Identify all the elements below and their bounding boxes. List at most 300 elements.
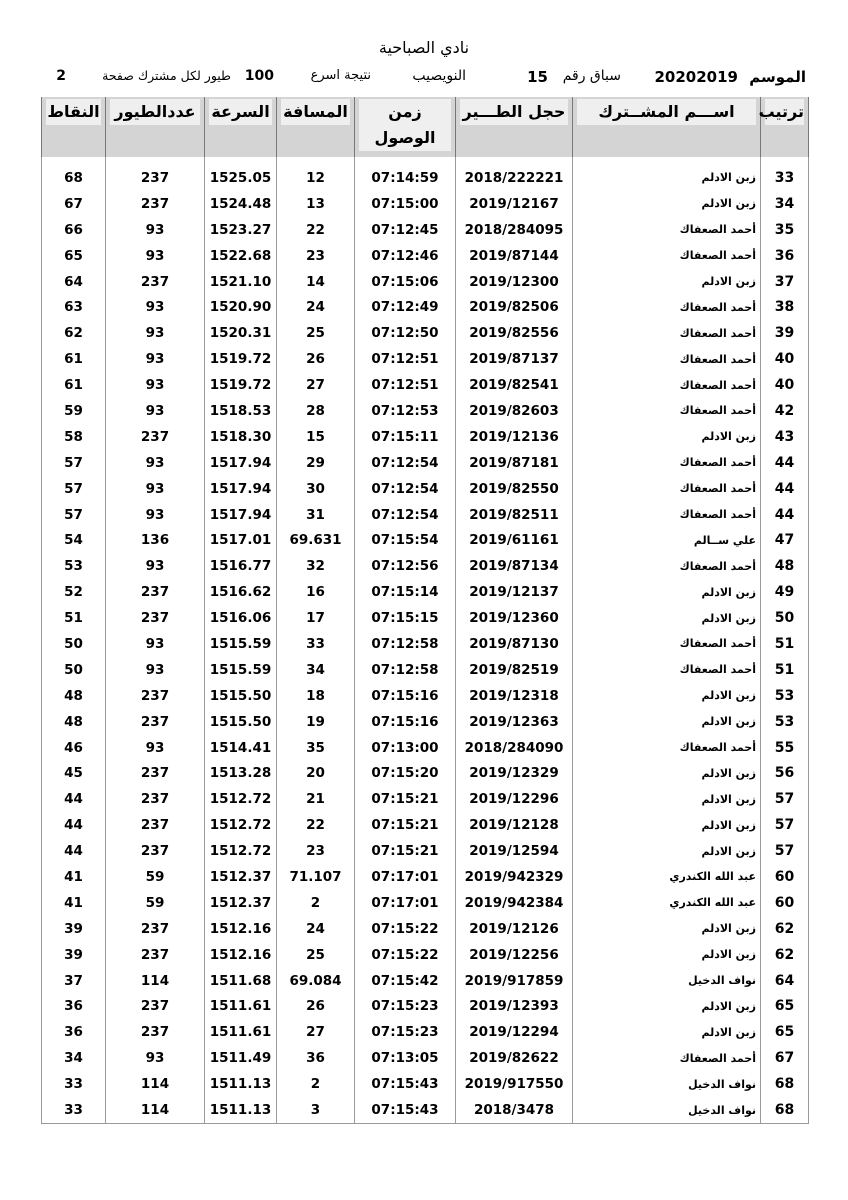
cell-points: 44 [42, 786, 106, 812]
col-header-arrival: زمن الوصول [355, 97, 456, 157]
table-row [42, 1019, 809, 1045]
cell-points: 59 [42, 398, 106, 424]
header-spacer [42, 157, 809, 165]
cell-ring: 2019/61161 [456, 527, 573, 553]
cell-arrival: 07:15:15 [355, 605, 456, 631]
cell-distance: 23 [277, 243, 355, 269]
cell-rank: 68 [761, 1071, 809, 1097]
results-table-wrap [41, 97, 808, 1124]
cell-name: أحمد الصعفاك [573, 476, 761, 502]
cell-points: 63 [42, 294, 106, 320]
table-row [42, 994, 809, 1020]
cell-speed: 1511.68 [205, 968, 277, 994]
table-row [42, 916, 809, 942]
cell-speed: 1520.31 [205, 320, 277, 346]
cell-rank: 62 [761, 916, 809, 942]
cell-birds: 114 [106, 1097, 205, 1123]
table-row [42, 294, 809, 320]
cell-ring: 2019/12136 [456, 424, 573, 450]
table-row [42, 864, 809, 890]
cell-ring: 2019/917550 [456, 1071, 573, 1097]
cell-arrival: 07:13:00 [355, 735, 456, 761]
cell-ring: 2019/12296 [456, 786, 573, 812]
cell-ring: 2019/12128 [456, 812, 573, 838]
cell-ring: 2019/87137 [456, 346, 573, 372]
result-label: نتيجة اسرع [310, 68, 371, 83]
cell-speed: 1512.72 [205, 786, 277, 812]
cell-ring: 2019/82556 [456, 320, 573, 346]
cell-name: أحمد الصعفاك [573, 294, 761, 320]
cell-distance: 22 [277, 812, 355, 838]
cell-arrival: 07:12:53 [355, 398, 456, 424]
cell-speed: 1513.28 [205, 760, 277, 786]
cell-distance: 32 [277, 553, 355, 579]
table-row [42, 709, 809, 735]
cell-points: 34 [42, 1045, 106, 1071]
cell-distance: 23 [277, 838, 355, 864]
cell-ring: 2019/12300 [456, 269, 573, 295]
cell-birds: 93 [106, 294, 205, 320]
cell-ring: 2019/12360 [456, 605, 573, 631]
cell-rank: 50 [761, 605, 809, 631]
cell-ring: 2019/87134 [456, 553, 573, 579]
cell-rank: 55 [761, 735, 809, 761]
cell-name: زبن الادلم [573, 579, 761, 605]
cell-birds: 237 [106, 269, 205, 295]
table-row [42, 269, 809, 295]
cell-ring: 2019/12167 [456, 191, 573, 217]
cell-points: 46 [42, 735, 106, 761]
cell-ring: 2018/222221 [456, 165, 573, 191]
cell-birds: 93 [106, 476, 205, 502]
cell-distance: 17 [277, 605, 355, 631]
cell-speed: 1517.94 [205, 450, 277, 476]
table-header-row [42, 97, 809, 157]
cell-distance: 27 [277, 372, 355, 398]
cell-birds: 237 [106, 709, 205, 735]
cell-points: 44 [42, 812, 106, 838]
table-row [42, 165, 809, 191]
cell-arrival: 07:15:14 [355, 579, 456, 605]
cell-speed: 1518.30 [205, 424, 277, 450]
race-info-line [48, 68, 806, 90]
cell-points: 62 [42, 320, 106, 346]
cell-birds: 237 [106, 786, 205, 812]
cell-ring: 2019/12294 [456, 1019, 573, 1045]
cell-rank: 57 [761, 838, 809, 864]
cell-birds: 93 [106, 631, 205, 657]
cell-name: زبن الادلم [573, 709, 761, 735]
cell-ring: 2019/12137 [456, 579, 573, 605]
table-row [42, 605, 809, 631]
cell-birds: 237 [106, 916, 205, 942]
cell-rank: 67 [761, 1045, 809, 1071]
cell-arrival: 07:13:05 [355, 1045, 456, 1071]
cell-distance: 16 [277, 579, 355, 605]
cell-arrival: 07:15:06 [355, 269, 456, 295]
race-type: النويصيب [412, 68, 466, 84]
col-header-rank: ترتيب [761, 97, 809, 157]
cell-distance: 13 [277, 191, 355, 217]
results-body [42, 157, 809, 1123]
cell-distance: 12 [277, 165, 355, 191]
table-row [42, 372, 809, 398]
table-row [42, 217, 809, 243]
cell-speed: 1514.41 [205, 735, 277, 761]
col-header-distance: المسافة [277, 97, 355, 157]
cell-distance: 2 [277, 1071, 355, 1097]
cell-distance: 26 [277, 994, 355, 1020]
cell-points: 57 [42, 502, 106, 528]
cell-ring: 2019/942329 [456, 864, 573, 890]
cell-arrival: 07:15:16 [355, 683, 456, 709]
result-count: 100 [244, 68, 274, 84]
cell-rank: 65 [761, 1019, 809, 1045]
cell-birds: 237 [106, 1019, 205, 1045]
cell-ring: 2019/82506 [456, 294, 573, 320]
cell-points: 57 [42, 476, 106, 502]
cell-name: أحمد الصعفاك [573, 450, 761, 476]
cell-speed: 1512.72 [205, 812, 277, 838]
cell-birds: 237 [106, 760, 205, 786]
cell-points: 68 [42, 165, 106, 191]
cell-arrival: 07:14:59 [355, 165, 456, 191]
cell-ring: 2019/12363 [456, 709, 573, 735]
cell-rank: 68 [761, 1097, 809, 1123]
cell-rank: 42 [761, 398, 809, 424]
cell-name: أحمد الصعفاك [573, 372, 761, 398]
cell-name: زبن الادلم [573, 916, 761, 942]
cell-arrival: 07:12:54 [355, 476, 456, 502]
cell-birds: 93 [106, 553, 205, 579]
cell-name: نواف الدخيل [573, 1071, 761, 1097]
cell-speed: 1516.06 [205, 605, 277, 631]
cell-points: 45 [42, 760, 106, 786]
cell-points: 37 [42, 968, 106, 994]
table-row [42, 968, 809, 994]
cell-speed: 1515.50 [205, 683, 277, 709]
cell-speed: 1511.61 [205, 1019, 277, 1045]
col-header-ring: حجل الطـــير [456, 97, 573, 157]
cell-ring: 2019/87130 [456, 631, 573, 657]
cell-ring: 2019/942384 [456, 890, 573, 916]
cell-points: 65 [42, 243, 106, 269]
cell-rank: 43 [761, 424, 809, 450]
cell-points: 39 [42, 916, 106, 942]
cell-speed: 1524.48 [205, 191, 277, 217]
table-row [42, 890, 809, 916]
cell-name: أحمد الصعفاك [573, 502, 761, 528]
table-row [42, 398, 809, 424]
cell-arrival: 07:15:43 [355, 1071, 456, 1097]
cell-rank: 39 [761, 320, 809, 346]
cell-distance: 28 [277, 398, 355, 424]
cell-distance: 30 [277, 476, 355, 502]
cell-arrival: 07:15:23 [355, 1019, 456, 1045]
cell-birds: 237 [106, 424, 205, 450]
cell-speed: 1520.90 [205, 294, 277, 320]
cell-birds: 237 [106, 838, 205, 864]
cell-points: 58 [42, 424, 106, 450]
cell-distance: 33 [277, 631, 355, 657]
cell-speed: 1515.59 [205, 631, 277, 657]
cell-points: 41 [42, 864, 106, 890]
cell-ring: 2018/3478 [456, 1097, 573, 1123]
cell-birds: 237 [106, 812, 205, 838]
cell-speed: 1519.72 [205, 372, 277, 398]
cell-rank: 62 [761, 942, 809, 968]
page-number: 2 [56, 68, 66, 84]
cell-rank: 34 [761, 191, 809, 217]
cell-rank: 48 [761, 553, 809, 579]
cell-speed: 1516.77 [205, 553, 277, 579]
table-row [42, 1071, 809, 1097]
cell-birds: 136 [106, 527, 205, 553]
cell-arrival: 07:15:16 [355, 709, 456, 735]
cell-arrival: 07:15:23 [355, 994, 456, 1020]
cell-name: أحمد الصعفاك [573, 398, 761, 424]
table-row [42, 320, 809, 346]
table-row [42, 683, 809, 709]
cell-arrival: 07:12:58 [355, 657, 456, 683]
cell-distance: 35 [277, 735, 355, 761]
race-label: سباق رقم [562, 68, 621, 84]
cell-birds: 237 [106, 683, 205, 709]
cell-rank: 33 [761, 165, 809, 191]
cell-birds: 237 [106, 994, 205, 1020]
cell-distance: 27 [277, 1019, 355, 1045]
cell-birds: 114 [106, 968, 205, 994]
season-value: 20202019 [654, 68, 738, 86]
cell-birds: 93 [106, 346, 205, 372]
cell-speed: 1518.53 [205, 398, 277, 424]
cell-ring: 2019/82622 [456, 1045, 573, 1071]
cell-name: أحمد الصعفاك [573, 346, 761, 372]
cell-rank: 47 [761, 527, 809, 553]
cell-arrival: 07:15:42 [355, 968, 456, 994]
cell-rank: 60 [761, 864, 809, 890]
cell-points: 57 [42, 450, 106, 476]
cell-rank: 57 [761, 812, 809, 838]
cell-rank: 65 [761, 994, 809, 1020]
table-row [42, 735, 809, 761]
cell-speed: 1517.01 [205, 527, 277, 553]
cell-name: نواف الدخيل [573, 1097, 761, 1123]
table-row [42, 1045, 809, 1071]
cell-arrival: 07:15:21 [355, 786, 456, 812]
cell-points: 36 [42, 994, 106, 1020]
table-row [42, 760, 809, 786]
table-row [42, 942, 809, 968]
cell-arrival: 07:12:50 [355, 320, 456, 346]
cell-speed: 1515.59 [205, 657, 277, 683]
cell-speed: 1516.62 [205, 579, 277, 605]
cell-arrival: 07:15:21 [355, 838, 456, 864]
table-row [42, 527, 809, 553]
cell-ring: 2019/87144 [456, 243, 573, 269]
table-row [42, 631, 809, 657]
col-header-speed: السرعة [205, 97, 277, 157]
table-row [42, 579, 809, 605]
cell-birds: 114 [106, 1071, 205, 1097]
cell-name: أحمد الصعفاك [573, 735, 761, 761]
cell-name: زبن الادلم [573, 683, 761, 709]
cell-distance: 34 [277, 657, 355, 683]
cell-speed: 1511.61 [205, 994, 277, 1020]
cell-name: زبن الادلم [573, 605, 761, 631]
cell-birds: 93 [106, 398, 205, 424]
cell-arrival: 07:17:01 [355, 890, 456, 916]
cell-birds: 237 [106, 165, 205, 191]
cell-distance: 25 [277, 942, 355, 968]
cell-points: 54 [42, 527, 106, 553]
cell-speed: 1517.94 [205, 476, 277, 502]
cell-birds: 237 [106, 579, 205, 605]
cell-name: زبن الادلم [573, 165, 761, 191]
cell-distance: 24 [277, 916, 355, 942]
cell-arrival: 07:12:54 [355, 450, 456, 476]
cell-ring: 2018/284095 [456, 217, 573, 243]
cell-name: زبن الادلم [573, 269, 761, 295]
cell-birds: 237 [106, 191, 205, 217]
table-row [42, 786, 809, 812]
cell-name: زبن الادلم [573, 812, 761, 838]
table-row [42, 346, 809, 372]
cell-ring: 2019/12393 [456, 994, 573, 1020]
cell-name: أحمد الصعفاك [573, 320, 761, 346]
cell-ring: 2019/12126 [456, 916, 573, 942]
cell-birds: 237 [106, 942, 205, 968]
cell-birds: 59 [106, 890, 205, 916]
cell-arrival: 07:12:51 [355, 346, 456, 372]
cell-rank: 57 [761, 786, 809, 812]
cell-ring: 2019/82550 [456, 476, 573, 502]
cell-arrival: 07:12:58 [355, 631, 456, 657]
cell-arrival: 07:12:51 [355, 372, 456, 398]
table-row [42, 1097, 809, 1123]
cell-ring: 2019/12329 [456, 760, 573, 786]
cell-speed: 1517.94 [205, 502, 277, 528]
cell-rank: 53 [761, 709, 809, 735]
cell-speed: 1512.37 [205, 890, 277, 916]
cell-ring: 2019/917859 [456, 968, 573, 994]
cell-name: زبن الادلم [573, 942, 761, 968]
cell-name: أحمد الصعفاك [573, 631, 761, 657]
cell-points: 53 [42, 553, 106, 579]
cell-name: أحمد الصعفاك [573, 243, 761, 269]
cell-distance: 20 [277, 760, 355, 786]
cell-name: عبد الله الكندري [573, 864, 761, 890]
cell-points: 52 [42, 579, 106, 605]
table-row [42, 812, 809, 838]
cell-ring: 2019/82519 [456, 657, 573, 683]
cell-rank: 40 [761, 372, 809, 398]
cell-rank: 44 [761, 502, 809, 528]
col-header-name: اســـم المشــترك [573, 97, 761, 157]
cell-arrival: 07:15:00 [355, 191, 456, 217]
cell-name: زبن الادلم [573, 1019, 761, 1045]
cell-ring: 2019/87181 [456, 450, 573, 476]
table-row [42, 553, 809, 579]
cell-arrival: 07:15:22 [355, 942, 456, 968]
cell-ring: 2019/12318 [456, 683, 573, 709]
table-row [42, 657, 809, 683]
cell-name: عبد الله الكندري [573, 890, 761, 916]
cell-arrival: 07:15:11 [355, 424, 456, 450]
cell-distance: 14 [277, 269, 355, 295]
cell-birds: 93 [106, 372, 205, 398]
cell-rank: 64 [761, 968, 809, 994]
cell-arrival: 07:15:22 [355, 916, 456, 942]
cell-name: زبن الادلم [573, 191, 761, 217]
cell-rank: 38 [761, 294, 809, 320]
cell-distance: 2 [277, 890, 355, 916]
cell-points: 33 [42, 1097, 106, 1123]
cell-speed: 1521.10 [205, 269, 277, 295]
cell-points: 51 [42, 605, 106, 631]
cell-arrival: 07:15:54 [355, 527, 456, 553]
cell-rank: 51 [761, 631, 809, 657]
cell-rank: 60 [761, 890, 809, 916]
club-title: نادي الصباحية [378, 38, 470, 57]
cell-points: 64 [42, 269, 106, 295]
cell-birds: 93 [106, 735, 205, 761]
cell-speed: 1522.68 [205, 243, 277, 269]
per-member-label: طيور لكل مشترك صفحة [102, 68, 231, 83]
cell-distance: 69.084 [277, 968, 355, 994]
cell-distance: 3 [277, 1097, 355, 1123]
cell-name: زبن الادلم [573, 786, 761, 812]
cell-name: زبن الادلم [573, 424, 761, 450]
cell-points: 50 [42, 657, 106, 683]
cell-name: علي ســالم [573, 527, 761, 553]
cell-distance: 24 [277, 294, 355, 320]
cell-arrival: 07:12:49 [355, 294, 456, 320]
cell-speed: 1512.16 [205, 942, 277, 968]
cell-arrival: 07:15:21 [355, 812, 456, 838]
cell-name: زبن الادلم [573, 760, 761, 786]
cell-ring: 2019/12594 [456, 838, 573, 864]
cell-arrival: 07:12:46 [355, 243, 456, 269]
cell-rank: 56 [761, 760, 809, 786]
cell-speed: 1512.72 [205, 838, 277, 864]
cell-points: 44 [42, 838, 106, 864]
cell-name: أحمد الصعفاك [573, 553, 761, 579]
cell-points: 61 [42, 372, 106, 398]
table-row [42, 450, 809, 476]
cell-distance: 21 [277, 786, 355, 812]
cell-speed: 1512.16 [205, 916, 277, 942]
cell-arrival: 07:15:43 [355, 1097, 456, 1123]
col-header-birds: عددالطيور [106, 97, 205, 157]
cell-points: 50 [42, 631, 106, 657]
cell-name: أحمد الصعفاك [573, 1045, 761, 1071]
cell-rank: 51 [761, 657, 809, 683]
cell-name: زبن الادلم [573, 838, 761, 864]
cell-ring: 2018/284090 [456, 735, 573, 761]
cell-points: 33 [42, 1071, 106, 1097]
table-row [42, 243, 809, 269]
cell-birds: 237 [106, 605, 205, 631]
race-number: 15 [527, 68, 548, 86]
cell-speed: 1519.72 [205, 346, 277, 372]
cell-arrival: 07:15:20 [355, 760, 456, 786]
cell-rank: 44 [761, 476, 809, 502]
cell-birds: 59 [106, 864, 205, 890]
cell-arrival: 07:12:56 [355, 553, 456, 579]
cell-points: 48 [42, 683, 106, 709]
cell-ring: 2019/82541 [456, 372, 573, 398]
